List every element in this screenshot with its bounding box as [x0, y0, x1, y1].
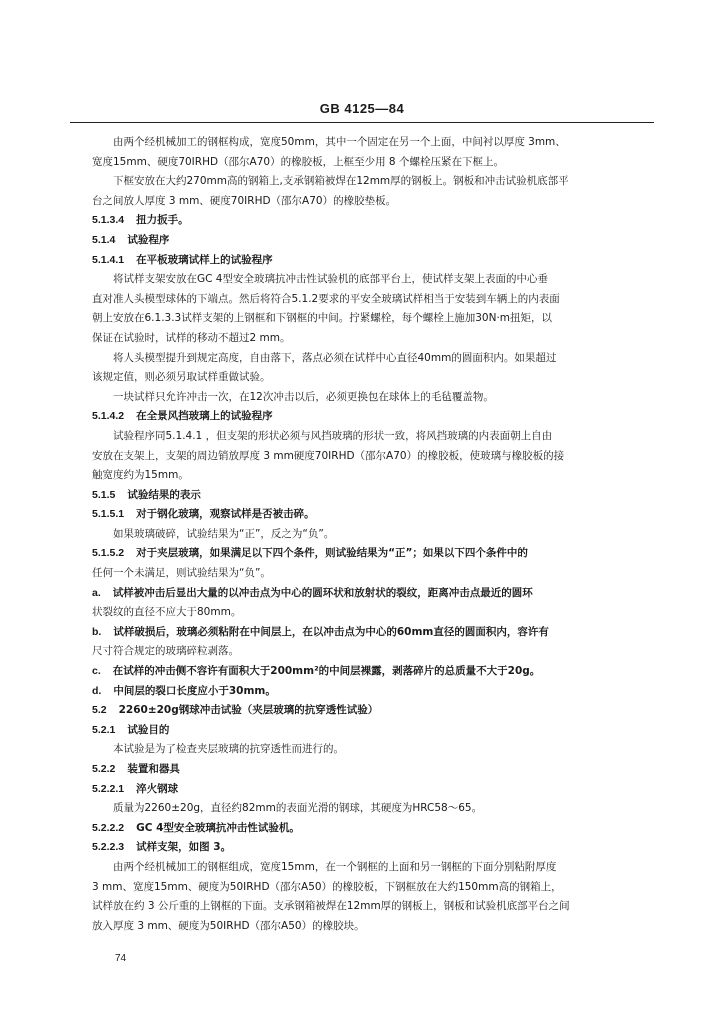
- text-line: [92, 525, 658, 545]
- text-line: [92, 858, 658, 878]
- section-heading: [92, 662, 658, 682]
- line-text: 装置和器具: [127, 763, 180, 775]
- section-number: 5.2: [92, 704, 107, 717]
- line-text: 试验结果的表示: [127, 488, 201, 501]
- text-line: [92, 388, 658, 408]
- line-text: 一块试样只允许冲击一次，在12次冲击以后，必须更换包在球体上的毛毡覆盖物。: [113, 390, 494, 403]
- text-line: [92, 466, 658, 486]
- section-heading: [92, 231, 658, 251]
- line-text: 中间层的裂口长度应小于30mm。: [113, 684, 276, 697]
- line-text: 台之间放人厚度 3 mm、硬度70IRHD（邵尔A70）的橡胶垫板。: [92, 194, 397, 207]
- line-text: 对于钢化玻璃，观察试样是否被击碎。: [136, 508, 315, 521]
- standard-header: GB 4125—84: [319, 101, 405, 116]
- line-text: 扭力扳手。: [136, 214, 189, 227]
- line-text: 该规定值，则必须另取试样重做试验。: [92, 371, 271, 384]
- text-line: [92, 270, 658, 290]
- line-text: 放入厚度 3 mm、硬度为50IRHD（邵尔A50）的橡胶块。: [92, 919, 365, 932]
- section-heading: [92, 780, 658, 800]
- line-text: 尺寸符合规定的玻璃碎粒剥落。: [92, 645, 239, 658]
- line-text: 直对准人头模型球体的下端点。然后将符合5.1.2要求的平安全玻璃试样相当于安装到车辆上的内表面: [92, 292, 560, 305]
- line-text: 在平板玻璃试样上的试验程序: [136, 253, 273, 266]
- text-line: [92, 740, 658, 760]
- section-number: c.: [92, 665, 101, 678]
- line-text: 下框安放在大约270mm高的钢箱上,支承钢箱被焊在12mm厚的钢板上。钢板和冲击试验机底部平: [113, 175, 569, 188]
- section-number: 5.1.5.2: [92, 547, 125, 560]
- line-text: 在试样的冲击侧不容许有面积大于200mm²的中间层裸露，剥落碎片的总质量不大于20g。: [112, 665, 541, 678]
- text-line: [92, 564, 658, 584]
- line-text: 试样支架，如图 3。: [136, 841, 232, 854]
- section-heading: [92, 838, 658, 858]
- line-text: 试样放在约 3 公斤重的上钢框的下面。支承钢箱被焊在12mm厚的钢板上，钢板和试验机底部平台之间: [92, 900, 570, 913]
- section-number: 5.2.2: [92, 763, 116, 775]
- line-text: 质量为2260±20g，直径约82mm的表面光滑的钢球，其硬度为HRC58～65。: [113, 802, 483, 815]
- text-line: [92, 329, 658, 349]
- line-text: 试验程序同5.1.4.1 ，但支架的形状必须与风挡玻璃的形状一致，将风挡玻璃的内表面朝上自由: [113, 429, 553, 442]
- line-text: 安放在支架上，支架的周边销放厚度 3 mm硬度70IRHD（邵尔A70）的橡胶板，使玻璃与橡胶板的接: [92, 449, 565, 462]
- text-line: [92, 290, 658, 310]
- line-text: 对于夹层玻璃，如果满足以下四个条件，则试验结果为“正”；如果以下四个条件中的: [136, 547, 528, 560]
- line-text: 保证在试验时，试样的移动不超过2 mm。: [92, 331, 291, 344]
- text-line: [92, 153, 658, 173]
- line-text: 3 mm、宽度15mm、硬度为50IRHD（邵尔A50）的橡胶板，下钢框放在大约150mm高的钢箱上，: [92, 880, 562, 893]
- section-heading: [92, 701, 658, 721]
- section-heading: [92, 760, 658, 780]
- section-number: d.: [92, 684, 102, 697]
- section-heading: [92, 544, 658, 564]
- line-text: 将人头模型提升到规定高度，自由落下，落点必须在试样中心直径40mm的圆面积内。如果超过: [113, 351, 557, 364]
- section-number: 5.2.2.3: [92, 841, 125, 854]
- section-heading: [92, 623, 658, 643]
- section-heading: [92, 584, 658, 604]
- text-line: [92, 349, 658, 369]
- section-heading: [92, 682, 658, 702]
- text-line: [92, 878, 658, 898]
- text-line: [92, 603, 658, 623]
- line-text: 2260±20g钢球冲击试验（夹层玻璃的抗穿透性试验）: [118, 704, 379, 717]
- section-number: 5.1.5.1: [92, 508, 125, 521]
- line-text: 触宽度约为15mm。: [92, 469, 189, 482]
- line-text: 试验程序: [127, 233, 170, 246]
- text-line: [92, 447, 658, 467]
- line-text: GC 4型安全玻璃抗冲击性试验机。: [136, 821, 300, 834]
- section-heading: [92, 721, 658, 741]
- line-text: 试样破损后，玻璃必须粘附在中间层上，在以冲击点为中心的60mm直径的圆面积内，容许有: [113, 625, 549, 638]
- line-text: 如果玻璃破碎，试验结果为“正”，反之为“负”。: [113, 527, 335, 540]
- text-line: [92, 133, 658, 153]
- section-number: 5.1.4.2: [92, 410, 125, 423]
- section-number: 5.1.4: [92, 233, 116, 246]
- line-text: 在全景风挡玻璃上的试验程序: [136, 410, 273, 423]
- section-heading: [92, 505, 658, 525]
- line-text: 本试验是为了检查夹层玻璃的抗穿透性而进行的。: [113, 743, 344, 756]
- text-line: [92, 368, 658, 388]
- document-body: [92, 133, 658, 936]
- section-number: 5.2.2.1: [92, 782, 125, 795]
- line-text: 宽度15mm、硬度70IRHD（邵尔A70）的橡胶板，上框至少用 8 个螺栓压紧在下框上。: [92, 155, 504, 168]
- header-rule: [70, 122, 654, 123]
- section-number: 5.2.2.2: [92, 821, 125, 834]
- section-number: b.: [92, 625, 102, 638]
- text-line: [92, 172, 658, 192]
- text-line: [92, 917, 658, 937]
- section-heading: [92, 211, 658, 231]
- text-line: [92, 309, 658, 329]
- page-number: 74: [115, 953, 127, 964]
- section-heading: [92, 251, 658, 271]
- line-text: 由两个经机械加工的钢框构成，宽度50mm，其中一个固定在另一个上面，中间衬以厚度 3mm、: [113, 136, 566, 148]
- line-text: 将试样支架安放在GC 4型安全玻璃抗冲击性试验机的底部平台上，使试样支架上表面的中心垂: [113, 273, 548, 286]
- text-line: [92, 642, 658, 662]
- text-line: [92, 897, 658, 917]
- section-number: a.: [92, 586, 101, 599]
- line-text: 朝上安放在6.1.3.3试样支架的上钢框和下钢框的中间。拧紧螺栓，每个螺栓上施加30N·m扭矩，以: [92, 312, 553, 325]
- section-number: 5.1.4.1: [92, 253, 125, 266]
- text-line: [92, 799, 658, 819]
- section-heading: [92, 407, 658, 427]
- section-heading: [92, 486, 658, 506]
- section-number: 5.2.1: [92, 723, 116, 736]
- line-text: 由两个经机械加工的钢框组成，宽度15mm，在一个钢框的上面和另一钢框的下面分别粘附厚度: [113, 860, 557, 873]
- line-text: 任何一个未满足，则试验结果为“负”。: [92, 567, 271, 580]
- line-text: 试样被冲击后显出大量的以冲击点为中心的圆环状和放射状的裂纹，距离冲击点最近的圆环: [112, 586, 533, 599]
- line-text: 状裂纹的直径不应大于80mm。: [92, 606, 242, 619]
- section-number: 5.1.5: [92, 488, 116, 501]
- text-line: [92, 192, 658, 212]
- text-line: [92, 427, 658, 447]
- section-number: 5.1.3.4: [92, 214, 125, 227]
- section-heading: [92, 819, 658, 839]
- line-text: 试验目的: [127, 723, 170, 736]
- line-text: 淬火钢球: [136, 782, 179, 795]
